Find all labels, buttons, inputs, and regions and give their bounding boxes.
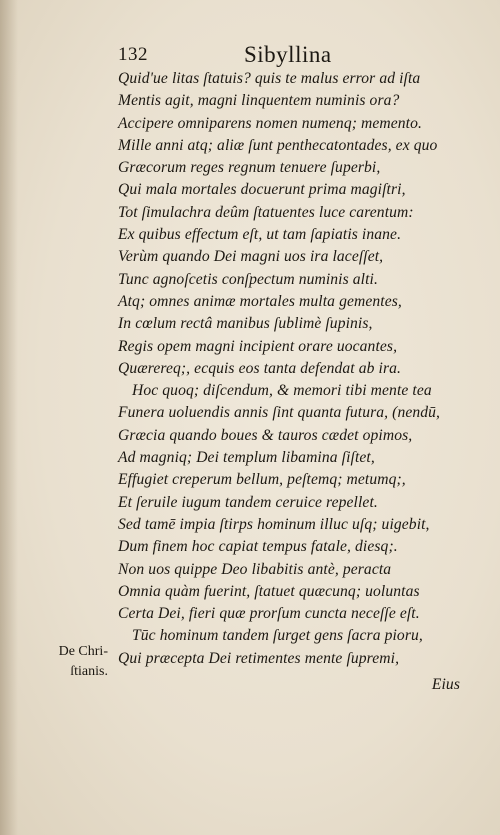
verse-line: Effugiet creperum bellum, peſtemq; metumq;, bbox=[118, 471, 406, 489]
verse-line: Regis opem magni incipient orare uocantes, bbox=[118, 337, 398, 355]
verse-line: Sed tamē impia ſtirps hominum illuc uſq; uigebit, bbox=[118, 515, 430, 533]
verse-text-block bbox=[118, 68, 468, 696]
marginal-note-line: ſtianis. bbox=[70, 664, 108, 679]
page-number: 132 bbox=[118, 44, 148, 65]
catchword: Eius bbox=[431, 676, 460, 694]
page-header bbox=[118, 42, 458, 68]
verse-line: Græcia quando boues & tauros cædet opimos, bbox=[118, 426, 413, 444]
verse-line: Mille anni atq; aliæ ſunt penthecatontades, ex quo bbox=[118, 136, 438, 154]
marginal-note bbox=[18, 642, 108, 682]
verse-line: In cœlum rectâ manibus ſublimè ſupinis, bbox=[118, 315, 373, 333]
verse-line: Accipere omniparens nomen numenq; memento. bbox=[118, 114, 423, 132]
running-title: Sibyllina bbox=[244, 42, 332, 67]
verse-line: Quid'ue litas ſtatuis? quis te malus error ad iſta bbox=[118, 70, 421, 87]
verse-line: Certa Dei, fieri quæ prorſum cuncta neceſſe eſt. bbox=[118, 605, 420, 623]
verse-line: Hoc quoq; diſcendum, & memori tibi mente tea bbox=[132, 382, 432, 400]
marginal-note-line: De Chri- bbox=[58, 644, 108, 659]
verse-line: Græcorum reges regnum tenuere ſuperbi, bbox=[118, 159, 381, 177]
gutter-shadow bbox=[0, 0, 18, 835]
verse-line: Ex quibus effectum eſt, ut tam ſapiatis inane. bbox=[118, 226, 402, 244]
verse-line: Omnia quàm fuerint, ſtatuet quæcunq; uoluntas bbox=[118, 582, 420, 600]
verse-line: Et ſeruile iugum tandem ceruice repellet. bbox=[118, 493, 378, 511]
verse-line: Funera uoluendis annis ſint quanta futura, (nendū, bbox=[118, 404, 441, 422]
verse-line: Dum finem hoc capiat tempus fatale, diesq;. bbox=[118, 538, 398, 556]
verse-line: Qui mala mortales docuerunt prima magiſtri, bbox=[118, 181, 406, 199]
verse-line: Quærereq;, ecquis eos tanta defendat ab ira. bbox=[118, 359, 402, 377]
verse-line: Tot ſimulachra deûm ſtatuentes luce carentum: bbox=[118, 203, 414, 221]
verse-line: Ad magniq; Dei templum libamina ſiſtet, bbox=[118, 449, 375, 467]
verse-line: Tūc hominum tandem ſurget gens ſacra pioru, bbox=[132, 627, 423, 645]
verse-line: Non uos quippe Deo libabitis antè, peracta bbox=[118, 560, 392, 578]
verse-line: Tunc agnoſcetis conſpectum numinis alti. bbox=[118, 270, 378, 288]
verse-line: Qui præcepta Dei retimentes mente ſupremi, bbox=[118, 649, 400, 667]
verse-line: Verùm quando Dei magni uos ira laceſſet, bbox=[118, 248, 384, 266]
verse-line: Mentis agit, magni linquentem numinis ora? bbox=[118, 92, 400, 110]
verse-line: Atq; omnes animæ mortales multa gementes, bbox=[118, 292, 402, 310]
